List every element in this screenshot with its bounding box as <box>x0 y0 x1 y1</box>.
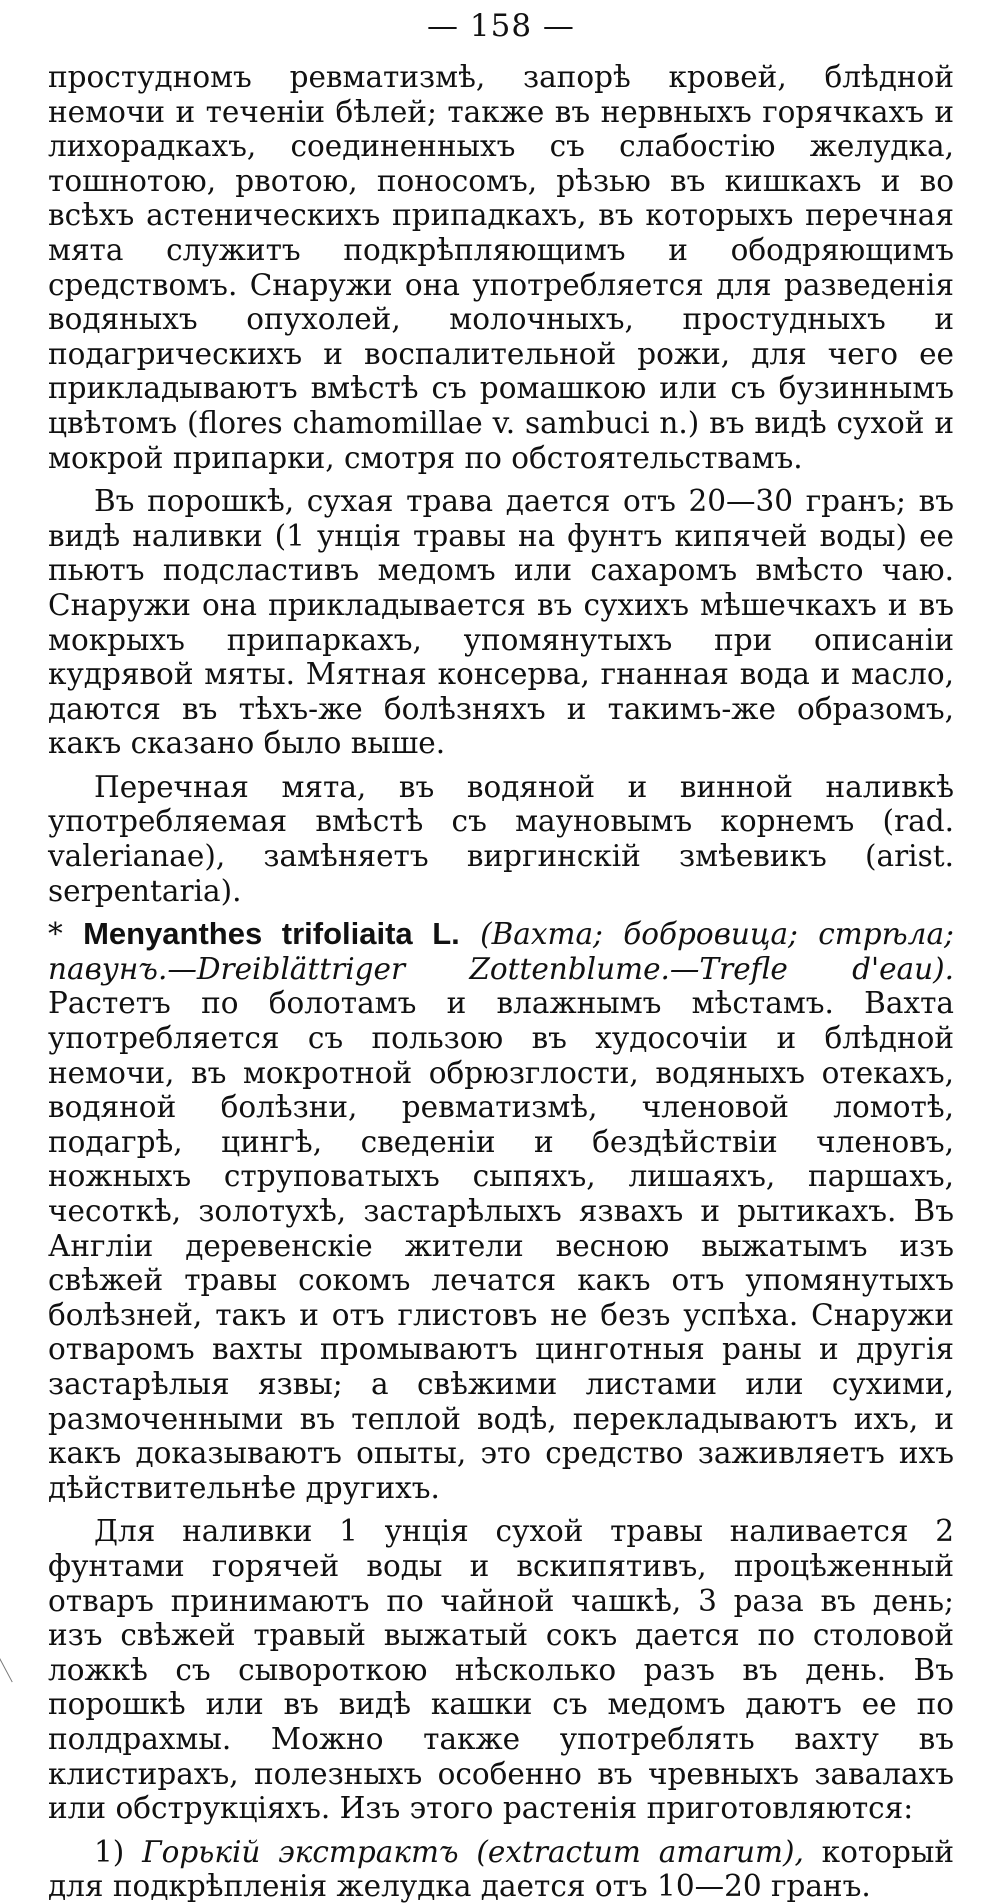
margin-scratch-mark <box>0 1650 23 1683</box>
paragraph-continuation: простудномъ ревматизмѣ, запорѣ кровей, блѣдной немочи и теченіи бѣлей; также въ нервныхъ горячкахъ и лихорадкахъ, соединенныхъ съ слабостію желудка, тошнотою, рвотою, поносомъ, рѣзью въ кишкахъ и во всѣхъ астеническихъ припадкахъ, въ которыхъ перечная мята служитъ подкрѣпляющимъ и ободряющимъ средствомъ. Снаружи она употребляется для разведенія водяныхъ опухолей, молочныхъ, простудныхъ и подагрическихъ и воспалительной рожи, для чего ее прикладываютъ вмѣстѣ съ ромашкою или съ бузиннымъ цвѣтомъ (flores chamomillae v. sambuci n.) въ видѣ сухой и мокрой припарки, смотря по обстоятельствамъ. <box>48 60 954 475</box>
paragraph-substitute: Перечная мята, въ водяной и винной наливкѣ употребляемая вмѣстѣ съ мауновымъ корнемъ (rad. valerianae), замѣняетъ виргинскій змѣевикъ (arist. serpentaria). <box>48 769 954 908</box>
entry-menyanthes <box>48 917 954 1505</box>
entry-latin-name: Menyanthes trifoliaita L. <box>83 916 460 952</box>
list-item-text: который для подкрѣпленія желудка дается отъ 10—20 гранъ. <box>48 1834 954 1904</box>
entry-asterisk: * <box>48 917 63 952</box>
paragraph-infusion: Для наливки 1 унція сухой травы наливается 2 фунтами горячей воды и вскипятивъ, процѣженный отваръ принимаютъ по чайной чашкѣ, 3 раза въ день; изъ свѣжей травый выжатый сокъ дается по столовой ложкѣ съ сывороткою нѣсколько разъ въ день. Въ порошкѣ или въ видѣ кашки съ медомъ даютъ ее по полдрахмы. Можно также употреблять вахту въ клистирахъ, полезныхъ особенно въ чревныхъ завалахъ или обструкціяхъ. Изъ этого растенія приготовляются: <box>48 1514 954 1826</box>
list-item-extract <box>48 1835 954 1904</box>
list-item-number: 1) <box>94 1834 125 1869</box>
entry-text: Растетъ по болотамъ и влажнымъ мѣстамъ. Вахта употребляется съ пользою въ худосочіи и блѣдной немочи, въ мокротной обрюзглости, водяныхъ отекахъ, водяной болѣзни, ревматизмѣ, членовой ломотѣ, подагрѣ, цингѣ, сведеніи и бездѣйствіи членовъ, ножныхъ струповатыхъ сыпяхъ, лишаяхъ, паршахъ, чесоткѣ, золотухѣ, застарѣлыхъ язвахъ и рытикахъ. Въ Англіи деревенскіе жители весною выжатымъ изъ свѣжей травы сокомъ лечатся какъ отъ упомянутыхъ болѣзней, такъ и отъ глистовъ не безъ успѣха. Снаружи отваромъ вахты промываютъ цинготныя раны и другія застарѣлыя язвы; а свѣжими листами или сухими, размоченными въ теплой водѣ, перекладываютъ ихъ, и какъ доказываютъ опыты, это средство заживляетъ ихъ дѣйствительнѣе другихъ. <box>48 986 954 1505</box>
page-body <box>48 60 954 1904</box>
page-number: — 158 — <box>427 8 575 44</box>
entry-synonyms: (Вахта; бобровица; стрѣла; павунъ.—Dreiblättriger Zottenblume.—Trefle d'eau). <box>48 917 954 986</box>
paragraph-dosage: Въ порошкѣ, сухая трава дается отъ 20—30 гранъ; въ видѣ наливки (1 унція травы на фунтъ кипячей воды) ее пьютъ подсластивъ медомъ или сахаромъ вмѣсто чаю. Снаружи она прикладывается въ сухихъ мѣшечкахъ и въ мокрыхъ припаркахъ, упомянутыхъ при описаніи кудрявой мяты. Мятная консерва, гнанная вода и масло, даются въ тѣхъ-же болѣзняхъ и такимъ-же образомъ, какъ сказано было выше. <box>48 484 954 761</box>
list-item-italic-title: Горькій экстрактъ (extractum amarum), <box>142 1834 804 1869</box>
